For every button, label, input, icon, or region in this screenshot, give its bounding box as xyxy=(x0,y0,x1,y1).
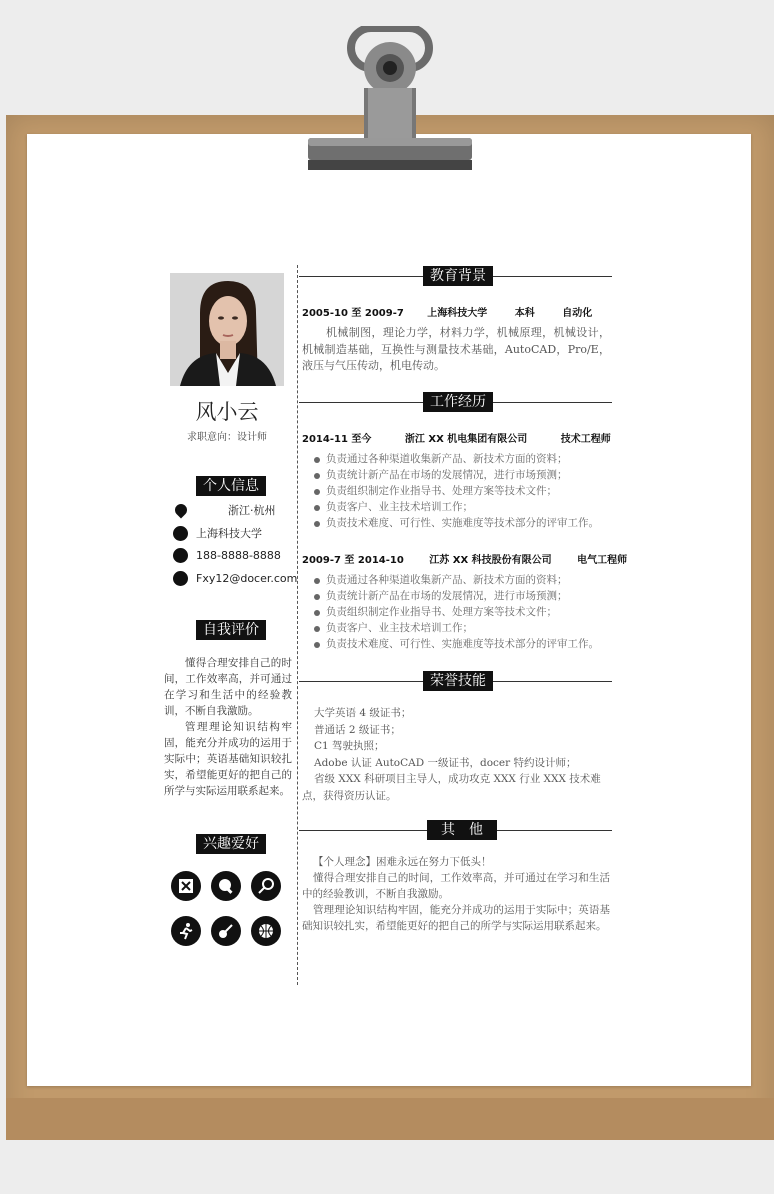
education-major: 自动化 xyxy=(562,308,593,319)
email-text: Fxy12@docer.com xyxy=(196,572,298,585)
duty-item: 负责技术难度、可行性、实施难度等技术部分的评审工作。 xyxy=(312,515,612,531)
info-email xyxy=(173,571,297,586)
other-motto: 【个人理念】困难永远在努力下低头！ xyxy=(313,856,492,868)
phone-text: 188-8888-8888 xyxy=(196,549,281,562)
badminton-icon xyxy=(251,871,281,901)
duty-item: 负责组织制定作业指导书、处理方案等技术文件； xyxy=(312,604,612,620)
job-title: 电气工程师 xyxy=(577,555,628,566)
school-text: 上海科技大学 xyxy=(196,527,262,540)
job-title: 技术工程师 xyxy=(560,434,611,445)
info-school xyxy=(173,525,262,541)
job-intent: 求职意向：设计师 xyxy=(187,432,267,443)
honors-list xyxy=(302,705,612,804)
duty-item: 负责技术难度、可行性、实施难度等技术部分的评审工作。 xyxy=(312,636,612,652)
other-paragraph: 管理理论知识结构牢固，能充分并成功的运用于实际中；英语基础知识较扎实，希望能更好的把自己的所学与实际运用联系起来。 xyxy=(302,904,610,932)
ping-pong-icon xyxy=(211,871,241,901)
duty-item: 负责客户、业主技术培训工作； xyxy=(312,499,612,515)
info-phone xyxy=(173,548,281,563)
email-icon xyxy=(173,571,188,586)
honor-item: 大学英语 4 级证书； xyxy=(314,707,412,719)
location-pin-icon xyxy=(173,502,190,519)
phone-icon xyxy=(173,548,188,563)
job-period: 2009-7 至 2014-10 xyxy=(302,555,404,566)
duty-item: 负责通过各种渠道收集新产品、新技术方面的资料； xyxy=(312,572,612,588)
running-icon xyxy=(171,916,201,946)
job-duties xyxy=(312,572,612,652)
duty-item: 负责客户、业主技术培训工作； xyxy=(312,620,612,636)
section-title-education: 教育背景 xyxy=(423,266,493,286)
education-heading xyxy=(302,304,592,319)
profile-photo xyxy=(170,273,284,386)
honor-item: Adobe 认证 AutoCAD 一级证书，docer 特约设计师； xyxy=(314,756,577,769)
job-duties xyxy=(312,451,612,531)
guitar-icon xyxy=(211,916,241,946)
graduation-cap-icon xyxy=(173,526,188,541)
education-school: 上海科技大学 xyxy=(427,308,488,319)
duty-item: 负责统计新产品在市场的发展情况，进行市场预测； xyxy=(312,588,612,604)
person-name: 风小云 xyxy=(195,400,259,424)
other-paragraph: 懂得合理安排自己的时间，工作效率高，并可通过在学习和生活中的经验教训，不断自我激励。 xyxy=(302,872,610,900)
section-title-personal: 个人信息 xyxy=(196,476,266,496)
education-degree: 本科 xyxy=(514,308,535,319)
duty-item: 负责统计新产品在市场的发展情况，进行市场预测； xyxy=(312,467,612,483)
job-heading xyxy=(302,430,611,445)
self-eval-paragraph: 管理理论知识结构牢固，能充分并成功的运用于实际中；英语基础知识较扎实，希望能更好的把自己的所学与实际运用联系起来。 xyxy=(164,721,292,797)
duty-item: 负责通过各种渠道收集新产品、新技术方面的资料； xyxy=(312,451,612,467)
section-title-other: 其 他 xyxy=(427,820,497,840)
job-period: 2014-11 至今 xyxy=(302,434,372,445)
honors-header xyxy=(299,671,612,691)
other-text xyxy=(302,854,610,934)
honor-item: 普通话 2 级证书； xyxy=(314,723,401,736)
excel-icon xyxy=(171,871,201,901)
honor-item: C1 驾驶执照； xyxy=(314,740,385,752)
job-heading xyxy=(302,551,627,566)
section-title-self-eval: 自我评价 xyxy=(196,620,266,640)
honor-item: 省级 XXX 科研项目主导人，成功攻克 XXX 行业 XXX 技术难点，获得资历认证。 xyxy=(302,773,601,802)
column-divider xyxy=(297,265,298,985)
section-title-work: 工作经历 xyxy=(423,392,493,412)
job-company: 江苏 XX 科技股份有限公司 xyxy=(429,555,552,566)
job-company: 浙江 XX 机电集团有限公司 xyxy=(404,434,528,445)
section-title-honors: 荣誉技能 xyxy=(423,671,493,691)
education-header xyxy=(299,266,612,286)
self-eval-text xyxy=(164,655,292,799)
info-location xyxy=(173,502,276,518)
binder-clip-icon xyxy=(306,26,474,176)
education-courses: 机械制图，理论力学，材料力学，机械原理，机械设计，机械制造基础，互换性与测量技术基础，AutoCAD，Pro/E，液压与气压传动，机电传动。 xyxy=(302,326,610,372)
other-header xyxy=(299,820,612,840)
section-title-hobbies: 兴趣爱好 xyxy=(196,834,266,854)
work-header xyxy=(299,392,612,412)
basketball-icon xyxy=(251,916,281,946)
location-text: 浙江·杭州 xyxy=(228,504,276,517)
education-period: 2005-10 至 2009-7 xyxy=(302,308,404,319)
self-eval-paragraph: 懂得合理安排自己的时间，工作效率高，并可通过在学习和生活中的经验教训，不断自我激励。 xyxy=(164,657,292,717)
duty-item: 负责组织制定作业指导书、处理方案等技术文件； xyxy=(312,483,612,499)
